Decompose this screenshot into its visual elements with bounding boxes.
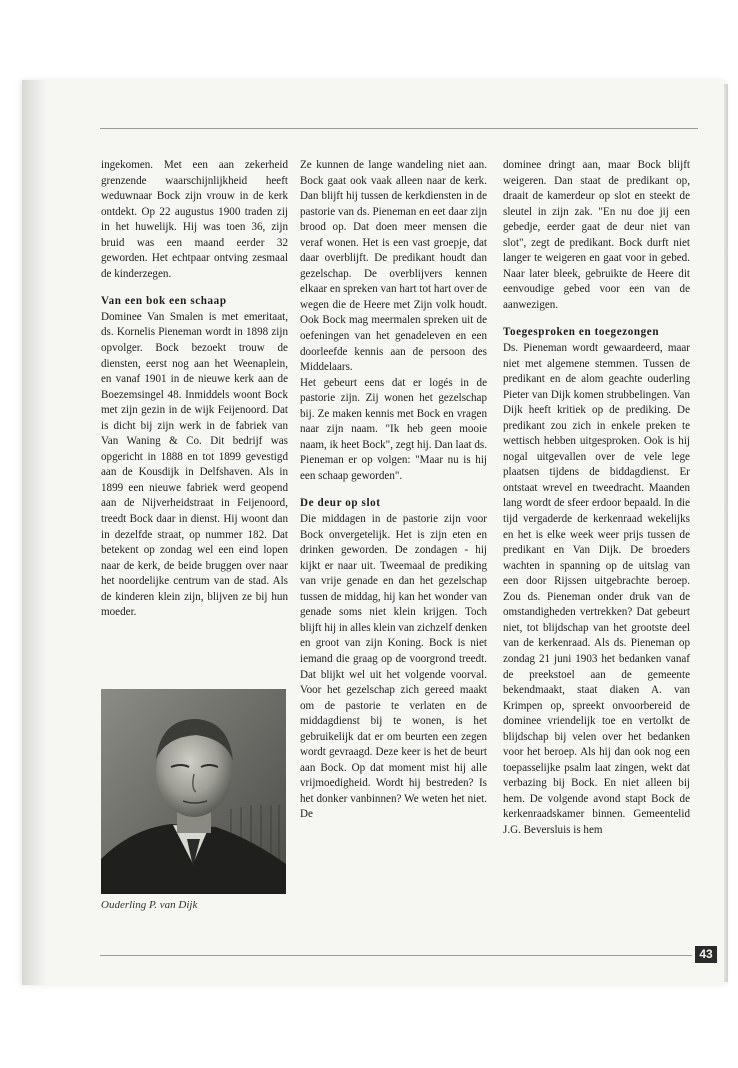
column2-paragraph: Die middagen in de pastorie zijn voor Bock onvergetelijk. Het is zijn eten en drinken geworden. De zondagen - hij kijkt er naar uit. Tweemaal de prediking van vrije genade en dan het gezelschap tussen de middag, hij kan het wonder van genade soms niet klein krijgen. Toch blijft hij in alles klein van zichzelf denken en groot van zijn Koning. Bock is niet iemand die graag op de voorgrond treedt. Dat blijkt wel uit het volgende voorval. Voor het gezelschap zich gereed maakt om de pastorie te verlaten en de middagdienst bij te wonen, is het gebruikelijk dat er om beurten een zegen wordt gevraagd. Deze keer is het de beurt aan Bock. Op dat moment mist hij alle vrijmoedigheid. Wordt hij bestreden? Is het donker vanbinnen? We weten het niet. De [300, 513, 487, 821]
photo-caption: Ouderling P. van Dijk [101, 899, 198, 911]
text-column-1 [101, 158, 288, 621]
page-number: 43 [695, 946, 717, 963]
portrait-photo [101, 689, 286, 894]
column3-paragraph: Ds. Pieneman wordt gewaardeerd, maar niet met algemene stemmen. Tussen de predikant en de alom geachte ouderling Pieter van Dijk komen strubbelingen. Van Dijk heeft kritiek op de prediking. De predikant zou zich in enkele preken te wettisch hebben uitgesproken. Ook is hij nogal uitgevallen over de vele lege plaatsen tijdens de biddagdienst. Er ontstaat wrevel en tweedracht. Maanden lang wordt de sfeer erdoor bepaald. In die tijd vergaderde de kerkenraad wekelijks en het is elke week weer prijs tussen de predikant en Van Dijk. De broeders wachten in spanning op de uitslag van een door Rijssen uitgebrachte beroep. Zou ds. Pieneman onder druk van de omstandigheden vertrekken? Dat gebeurt niet, tot blijdschap van het grootste deel van de kerkenraad. Als ds. Pieneman op zondag 21 juni 1903 het bedanken vanaf de preekstoel aan de gemeente bekendmaakt, staat diaken A. van Krimpen op, spreekt onvoorbereid de dominee vriendelijk toe en vertolkt de blijdschap bij velen over het bedanken voor het beroep. Als hij dan ook nog een toepasselijke psalm laat zingen, wekt dat verbazing bij Bock. En niet alleen bij hem. De volgende avond stapt Bock de kerkenraadskamer binnen. Gemeentelid J.G. Beversluis is hem [503, 342, 690, 836]
page-edge [724, 84, 728, 982]
section-heading: Toegesproken en toegezongen [503, 326, 660, 339]
section-heading: Van een bok een schaap [101, 295, 227, 308]
portrait-illustration [101, 689, 286, 894]
bottom-rule [100, 955, 692, 956]
column2-paragraph: Het gebeurt eens dat er logés in de pastorie zijn. Zij wonen het gezelschap bij. Ze maken kennis met Bock en vragen naar zijn naam. "Ik heb geen mooie naam, ik heet Bock", zegt hij. Dan laat ds. Pieneman er op volgen: "Maar nu is hij een schaap geworden". [300, 376, 487, 482]
column2-paragraph: Ze kunnen de lange wandeling niet aan. Bock gaat ook vaak alleen naar de kerk. Dan blijft hij tussen de kerkdiensten in de pastorie van ds. Pieneman en eet daar zijn brood op. Dat doen meer mensen die veraf wonen. Het is een vast groepje, dat daar overblijft. De predikant houdt dan gezelschap. De overblijvers kennen elkaar en spreken van hart tot hart over de wegen die de Heere met Zijn volk houdt. Ook Bock mag meermalen spreken uit de oefeningen van het genadeleven en een doorleefde kennis aan de persoon des Middelaars. [300, 159, 487, 374]
column1-paragraph: Dominee Van Smalen is met emeritaat, ds. Kornelis Pieneman wordt in 1898 zijn opvolger. Bock bezoekt trouw de diensten, eerst nog aan het Weenaplein, en vanaf 1901 in de nieuwe kerk aan de Boezemsingel 48. Inmiddels woont Bock met zijn gezin in de wijk Feijenoord. Dat is dicht bij zijn werk in de fabriek van Van Waning & Co. Dit bedrijf was opgericht in 1888 en tot 1899 gevestigd aan de Kousdijk in Delfshaven. Als in 1899 een nieuwe fabriek werd geopend aan de Nijverheidstraat in Feijenoord, treedt Bock daar in dienst. Hij woont dan in dezelfde straat, op nummer 182. Dat betekent op zondag wel een eind lopen naar de kerk, de beide bruggen over naar het noordelijke centrum van de stad. Als de kinderen klein zijn, blijven ze bij hun moeder. [101, 310, 288, 619]
top-rule [100, 128, 698, 129]
page-binding-shadow [22, 80, 48, 985]
text-column-2 [300, 158, 487, 823]
section-heading: De deur op slot [300, 497, 381, 510]
text-column-3 [503, 158, 690, 839]
column3-paragraph: dominee dringt aan, maar Bock blijft weigeren. Dan staat de predikant op, draait de kamerdeur op slot en steekt de sleutel in zijn zak. "En nu doe jij een gebedje, eerder gaat de deur niet van slot", zegt de predikant. Bock durft niet langer te weigeren en gaat voor in gebed. Naar later bleek, gebruikte de Heere dit eenvoudige gebed voor een van de aanwezigen. [503, 159, 690, 311]
column1-paragraph: ingekomen. Met een aan zekerheid grenzende waarschijnlijkheid heeft weduwnaar Bock zijn vrouw in de kerk ontdekt. Op 22 augustus 1900 traden zij in het huwelijk. Hij was toen 36, zijn bruid was een maand eerder 32 geworden. Het echtpaar ontving zesmaal de kinderzegen. [101, 159, 288, 280]
